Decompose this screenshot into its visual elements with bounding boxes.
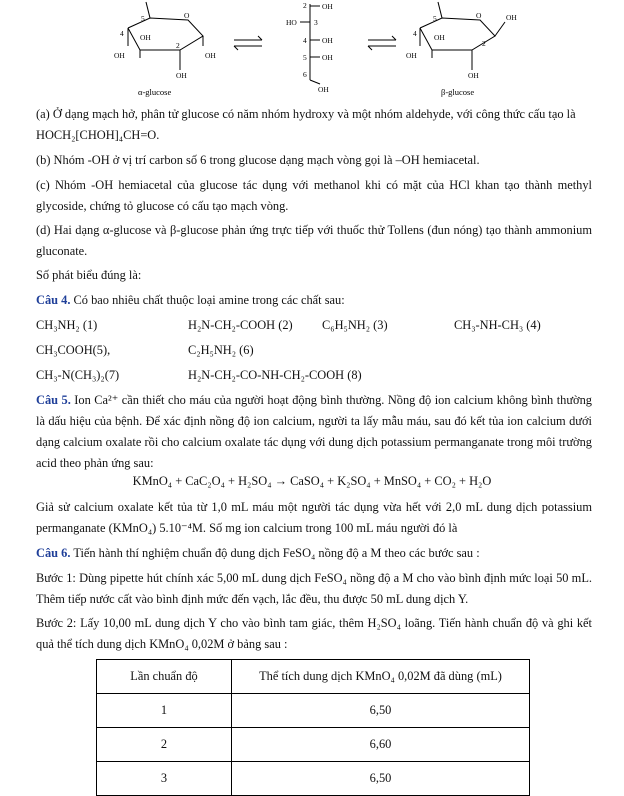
carbon-number: 4 bbox=[413, 29, 417, 38]
compound-item: CH₃-NH-CH₃ (4) bbox=[454, 318, 541, 332]
table-row bbox=[97, 694, 530, 728]
oh-label: OH bbox=[318, 85, 329, 94]
table-header-row bbox=[97, 660, 530, 694]
carbon-number: 2 bbox=[303, 1, 307, 10]
carbon-number: 2 bbox=[176, 41, 180, 50]
compound-item: C₂H₅NH₂ (6) bbox=[188, 343, 254, 357]
question-text: Có bao nhiêu chất thuộc loại amine trong các chất sau: bbox=[73, 293, 345, 307]
compound-item: H₂N-CH₂-COOH (2) bbox=[188, 318, 293, 332]
question-label: Câu 6. bbox=[36, 546, 71, 560]
oh-label: OH bbox=[205, 51, 216, 60]
carbon-number: 6 bbox=[303, 70, 307, 79]
column-header: Thể tích dung dịch KMnO₄ 0,02M đã dùng (mL) bbox=[232, 660, 530, 694]
column-header: Lần chuẩn độ bbox=[97, 660, 232, 694]
carbon-number: 4 bbox=[120, 29, 124, 38]
question-5-data: Giả sử calcium oxalate kết tủa từ 1,0 mL máu một người tác dụng vừa hết với 2,0 mL dung dịch potassium permanganate (KMnO₄) 5.10⁻⁴M. Số mg ion calcium trong 100 mL máu người đó là bbox=[36, 500, 592, 535]
compound-item: H₂N-CH₂-CO-NH-CH₂-COOH (8) bbox=[188, 368, 362, 382]
question-text: Tiến hành thí nghiệm chuẩn độ dung dịch FeSO₄ nồng độ a M theo các bước sau : bbox=[73, 546, 480, 560]
oh-label: OH bbox=[322, 36, 333, 45]
table-cell: 6,60 bbox=[232, 728, 530, 762]
step-1: Bước 1: Dùng pipette hút chính xác 5,00 mL dung dịch FeSO₄ nồng độ a M cho vào bình định mức loại 50 mL. Thêm tiếp nước cất vào bình định mức đến vạch, lắc đều, thu được 50 mL dung dịch Y. bbox=[36, 571, 592, 606]
oh-label: OH bbox=[506, 13, 517, 22]
carbon-number: 5 bbox=[433, 14, 437, 23]
carbon-number: 5 bbox=[303, 53, 307, 62]
carbon-number: 5 bbox=[141, 14, 145, 23]
carbon-number: 4 bbox=[303, 36, 307, 45]
step-2: Bước 2: Lấy 10,00 mL dung dịch Y cho vào bình tam giác, thêm H₂SO₄ loãng. Tiến hành chuẩn độ và ghi kết quả thể tích dung dịch KMnO₄ 0,02M ở bảng sau : bbox=[36, 616, 592, 651]
oh-label: OH bbox=[114, 51, 125, 60]
compound-item: CH₃COOH(5), bbox=[36, 343, 111, 357]
question-label: Câu 4. bbox=[36, 293, 71, 307]
alpha-glucose-caption: α-glucose bbox=[138, 87, 172, 97]
oh-label: OH bbox=[322, 53, 333, 62]
compound-item: CH₃-N(CH₃)₂(7) bbox=[36, 368, 120, 382]
ring-oxygen-label: O bbox=[476, 11, 482, 20]
table-cell: 2 bbox=[97, 728, 232, 762]
question-label: Câu 5. bbox=[36, 393, 71, 407]
table-cell: 6,50 bbox=[232, 694, 530, 728]
carbon-number: 2 bbox=[482, 39, 486, 48]
statement-count-prompt: Số phát biểu đúng là: bbox=[36, 268, 142, 282]
reaction-equation: KMnO₄ + CaC₂O₄ + H₂SO₄ → CaSO₄ + K₂SO₄ + MnSO₄ + CO₂ + H₂O bbox=[132, 474, 492, 488]
compound-item: CH₃NH₂ (1) bbox=[36, 318, 98, 332]
table-cell: 1 bbox=[97, 694, 232, 728]
question-5 bbox=[36, 390, 592, 474]
oh-label: OH bbox=[468, 71, 479, 80]
beta-glucose-caption: β-glucose bbox=[441, 87, 475, 97]
oh-label: OH bbox=[406, 51, 417, 60]
table-cell: 6,50 bbox=[232, 762, 530, 796]
question-text: Ion Ca²⁺ cần thiết cho máu của người hoạt động bình thường. Nồng độ ion calcium không bình thường là dấu hiệu của bệnh. Để xác định nồng độ ion calcium, người ta lấy mẫu máu, sau đó kết tủa ion calcium dưới dạng calcium oxalate rồi cho calcium oxalate tác dụng với dung dịch potassium permanganate trong môi trường acid theo phản ứng sau: bbox=[36, 393, 592, 470]
compound-item: C₆H₅NH₂ (3) bbox=[322, 318, 388, 332]
oh-label: OH bbox=[176, 71, 187, 80]
ho-label: HO bbox=[286, 18, 297, 27]
titration-table bbox=[96, 659, 530, 796]
ring-oxygen-label: O bbox=[184, 11, 190, 20]
statement-b: (b) Nhóm -OH ở vị trí carbon số 6 trong glucose dạng mạch vòng gọi là –OH hemiacetal. bbox=[36, 153, 480, 167]
glucose-structures-figure bbox=[0, 0, 624, 100]
oh-label: OH bbox=[140, 33, 151, 42]
question-6 bbox=[36, 543, 592, 564]
statement-d: (d) Hai dạng α-glucose và β-glucose phản ứng trực tiếp với thuốc thử Tollens (đun nóng) tạo thành ammonium gluconate. bbox=[36, 223, 592, 258]
table-row bbox=[97, 762, 530, 796]
table-cell: 3 bbox=[97, 762, 232, 796]
table-row bbox=[97, 728, 530, 762]
question-4 bbox=[36, 290, 592, 311]
statement-c: (c) Nhóm -OH hemiacetal của glucose tác dụng với methanol khi có mặt của HCl khan tạo thành methyl glycoside, chứng tỏ glucose có cấu tạo mạch vòng. bbox=[36, 178, 592, 213]
oh-label: OH bbox=[434, 33, 445, 42]
oh-label: OH bbox=[322, 2, 333, 11]
statement-a: (a) Ở dạng mạch hở, phân tử glucose có năm nhóm hydroxy và một nhóm aldehyde, với công thức cấu tạo là HOCH₂[CHOH]₄CH=O. bbox=[36, 107, 576, 142]
carbon-number: 3 bbox=[314, 18, 318, 27]
